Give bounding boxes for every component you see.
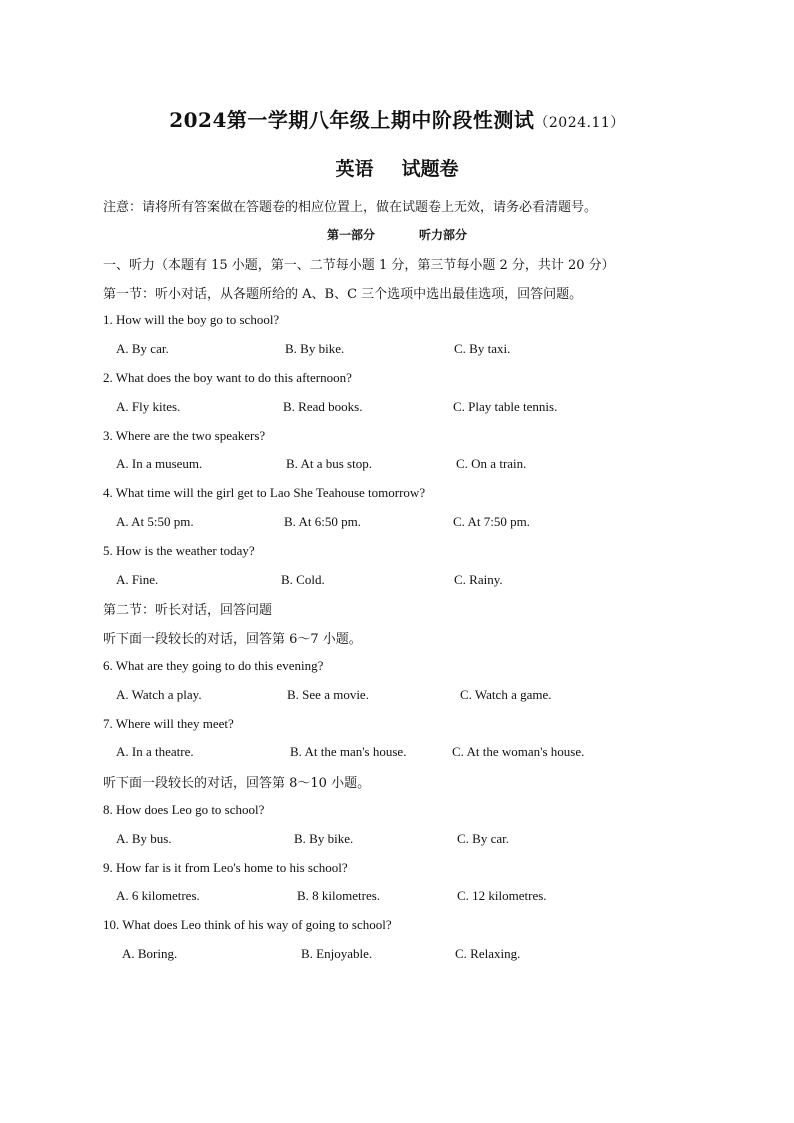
option-a: A. By bus.: [116, 831, 172, 846]
option-a: A. In a museum.: [116, 456, 203, 471]
option-c: C. Rainy.: [454, 572, 503, 587]
question-number: 6.: [103, 658, 113, 673]
option-a: A. By car.: [116, 341, 169, 356]
option-c: C. By car.: [457, 831, 509, 846]
question-number: 7.: [103, 716, 113, 731]
question-text: What does Leo think of his way of going to school?: [122, 917, 392, 932]
question-number: 8.: [103, 802, 113, 817]
option-b: B. 8 kilometres.: [297, 888, 381, 903]
option-b: B. Cold.: [281, 572, 325, 587]
question-number: 5.: [103, 543, 113, 558]
option-a: A. Watch a play.: [116, 687, 202, 702]
option-b: B. See a movie.: [287, 687, 369, 702]
option-a: A. 6 kilometres.: [116, 888, 200, 903]
option-b: B. Read books.: [283, 399, 363, 414]
option-b: B. At the man's house.: [290, 744, 407, 759]
question-number: 3.: [103, 428, 113, 443]
dialog-intro-2: 听下面一段较长的对话，回答第 8～10 小题。: [103, 776, 371, 791]
question-6: [103, 658, 323, 674]
question-text: What are they going to do this evening?: [115, 658, 324, 673]
question-8: [103, 802, 264, 818]
question-text: What does the boy want to do this afternoon?: [115, 370, 352, 385]
question-text: How does Leo go to school?: [116, 802, 265, 817]
question-3: [103, 428, 265, 444]
section-intro: 一、听力（本题有 15 小题，第一、二节每小题 1 分，第三节每小题 2 分，共计 20 分）: [103, 258, 615, 273]
option-c: C. At 7:50 pm.: [453, 514, 530, 529]
question-text: How far is it from Leo's home to his school?: [116, 860, 348, 875]
question-5: [103, 543, 255, 559]
question-number: 9.: [103, 860, 113, 875]
option-c: C. Watch a game.: [460, 687, 552, 702]
question-7: [103, 716, 234, 732]
option-a: A. At 5:50 pm.: [116, 514, 194, 529]
question-number: 2.: [103, 370, 113, 385]
question-2: [103, 370, 352, 386]
option-a: A. In a theatre.: [116, 744, 194, 759]
question-9: [103, 860, 348, 876]
part-title: 听力部分: [419, 228, 468, 242]
question-number: 4.: [103, 485, 113, 500]
option-c: C. By taxi.: [454, 341, 511, 356]
section-2-instruction: 第二节：听长对话，回答问题: [103, 603, 273, 618]
notice-text: 注意：请将所有答案做在答题卷的相应位置上，做在试题卷上无效，请务必看清题号。: [103, 200, 598, 215]
paper-type: 试题卷: [401, 158, 459, 180]
exam-date: （2024.11）: [534, 115, 625, 131]
question-4: [103, 485, 425, 501]
option-c: C. Play table tennis.: [453, 399, 558, 414]
option-a: A. Fine.: [116, 572, 159, 587]
part-name: 第一部分: [326, 228, 375, 242]
option-c: C. At the woman's house.: [452, 744, 585, 759]
question-text: What time will the girl get to Lao She Teahouse tomorrow?: [115, 485, 426, 500]
question-text: How will the boy go to school?: [116, 312, 280, 327]
question-number: 1.: [103, 312, 113, 327]
option-b: B. At a bus stop.: [286, 456, 372, 471]
question-10: [103, 917, 392, 933]
exam-title: [0, 104, 794, 133]
option-c: C. 12 kilometres.: [457, 888, 547, 903]
subject-name: 英语: [335, 158, 374, 180]
dialog-intro-1: 听下面一段较长的对话，回答第 6～7 小题。: [103, 632, 362, 647]
option-b: B. Enjoyable.: [301, 946, 373, 961]
question-text: How is the weather today?: [116, 543, 255, 558]
part-heading: [0, 226, 794, 243]
option-b: B. By bike.: [285, 341, 345, 356]
option-b: B. At 6:50 pm.: [284, 514, 361, 529]
question-1: [103, 312, 279, 328]
section-1-instruction: 第一节：听小对话，从各题所给的 A、B、C 三个选项中选出最佳选项，回答问题。: [103, 287, 583, 302]
question-text: Where will they meet?: [115, 716, 234, 731]
option-a: A. Fly kites.: [116, 399, 181, 414]
paper-subtitle: [0, 154, 794, 181]
option-b: B. By bike.: [294, 831, 354, 846]
question-text: Where are the two speakers?: [115, 428, 266, 443]
option-c: C. Relaxing.: [455, 946, 521, 961]
option-c: C. On a train.: [456, 456, 527, 471]
exam-title-text: 2024第一学期八年级上期中阶段性测试: [169, 108, 535, 132]
question-number: 10.: [103, 917, 120, 932]
option-a: A. Boring.: [122, 946, 178, 961]
